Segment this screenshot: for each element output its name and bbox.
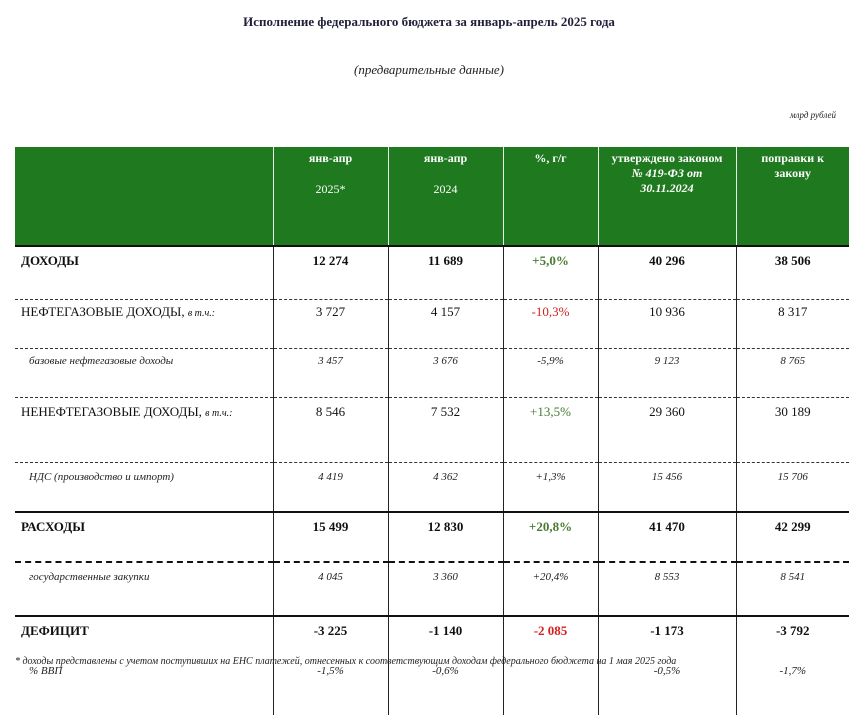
value-2025: 3 727 [273,300,388,349]
row-label: ДОХОДЫ [15,246,273,300]
value-yoy: +20,4% [503,562,598,616]
value-law: 15 456 [598,463,736,513]
table-header-row [15,147,849,246]
value-amend: 15 706 [736,463,849,513]
value-2025: -1,5% [273,651,388,715]
row-label: % ВВП [29,665,63,677]
row-label: ДЕФИЦИТ [15,616,273,651]
row-label: НЕНЕФТЕГАЗОВЫЕ ДОХОДЫ, в т.ч.: [15,398,273,463]
value-yoy: +13,5% [503,398,598,463]
row-label: НДС (производство и импорт) [15,463,273,513]
value-yoy: -10,3% [503,300,598,349]
value-2024: 4 362 [388,463,503,513]
value-yoy: +1,3% [503,463,598,513]
row-label: РАСХОДЫ [15,512,273,562]
value-2025: 4 419 [273,463,388,513]
row-label: НЕФТЕГАЗОВЫЕ ДОХОДЫ, в т.ч.: [15,300,273,349]
value-2024: 11 689 [388,246,503,300]
value-amend: 8 541 [736,562,849,616]
value-2024: 7 532 [388,398,503,463]
value-amend: -1,7% [736,651,849,715]
table-row [15,349,849,398]
header-approved-law: утверждено законом № 419-ФЗ от 30.11.2024 [598,147,736,246]
value-yoy: -2 085 [503,616,598,651]
footnote: * доходы представлены с учетом поступивших на ЕНС платежей, отнесенных к соответствующим доходам федерального бюджета на 1 мая 2025 года [15,656,677,667]
value-law: -0,5% [598,651,736,715]
table-row [15,300,849,349]
value-amend: -3 792 [736,616,849,651]
value-2025: 3 457 [273,349,388,398]
value-2024: -1 140 [388,616,503,651]
value-law: 9 123 [598,349,736,398]
value-2025: 8 546 [273,398,388,463]
table-row [15,512,849,562]
value-amend: 42 299 [736,512,849,562]
table-row [15,398,849,463]
value-2025: -3 225 [273,616,388,651]
value-2024: 4 157 [388,300,503,349]
header-label-column [15,147,273,246]
value-amend: 30 189 [736,398,849,463]
header-jan-apr-2024: янв-апр 2024 [388,147,503,246]
value-2025: 4 045 [273,562,388,616]
budget-table [15,147,849,715]
header-amendments: поправки к закону [736,147,849,246]
value-law: 41 470 [598,512,736,562]
value-amend: 38 506 [736,246,849,300]
row-label: государственные закупки [15,562,273,616]
value-law: 8 553 [598,562,736,616]
value-amend: 8 317 [736,300,849,349]
table-row [15,463,849,513]
value-2024: -0,6% [388,651,503,715]
table-row [15,246,849,300]
units-label: млрд рублей [789,110,836,120]
value-law: -1 173 [598,616,736,651]
value-yoy: -5,9% [503,349,598,398]
value-law: 29 360 [598,398,736,463]
value-law: 10 936 [598,300,736,349]
header-yoy: %, г/г [503,147,598,246]
page-title: Исполнение федерального бюджета за январь-апрель 2025 года [243,14,615,29]
value-2025: 12 274 [273,246,388,300]
value-2024: 3 676 [388,349,503,398]
value-yoy: +20,8% [503,512,598,562]
table-row [15,616,849,651]
value-amend: 8 765 [736,349,849,398]
table-row [15,562,849,616]
value-2024: 12 830 [388,512,503,562]
value-2025: 15 499 [273,512,388,562]
value-law: 40 296 [598,246,736,300]
page-subtitle: (предварительные данные) [354,62,504,77]
value-yoy: +5,0% [503,246,598,300]
header-jan-apr-2025: янв-апр 2025* [273,147,388,246]
value-2024: 3 360 [388,562,503,616]
row-label: базовые нефтегазовые доходы [15,349,273,398]
